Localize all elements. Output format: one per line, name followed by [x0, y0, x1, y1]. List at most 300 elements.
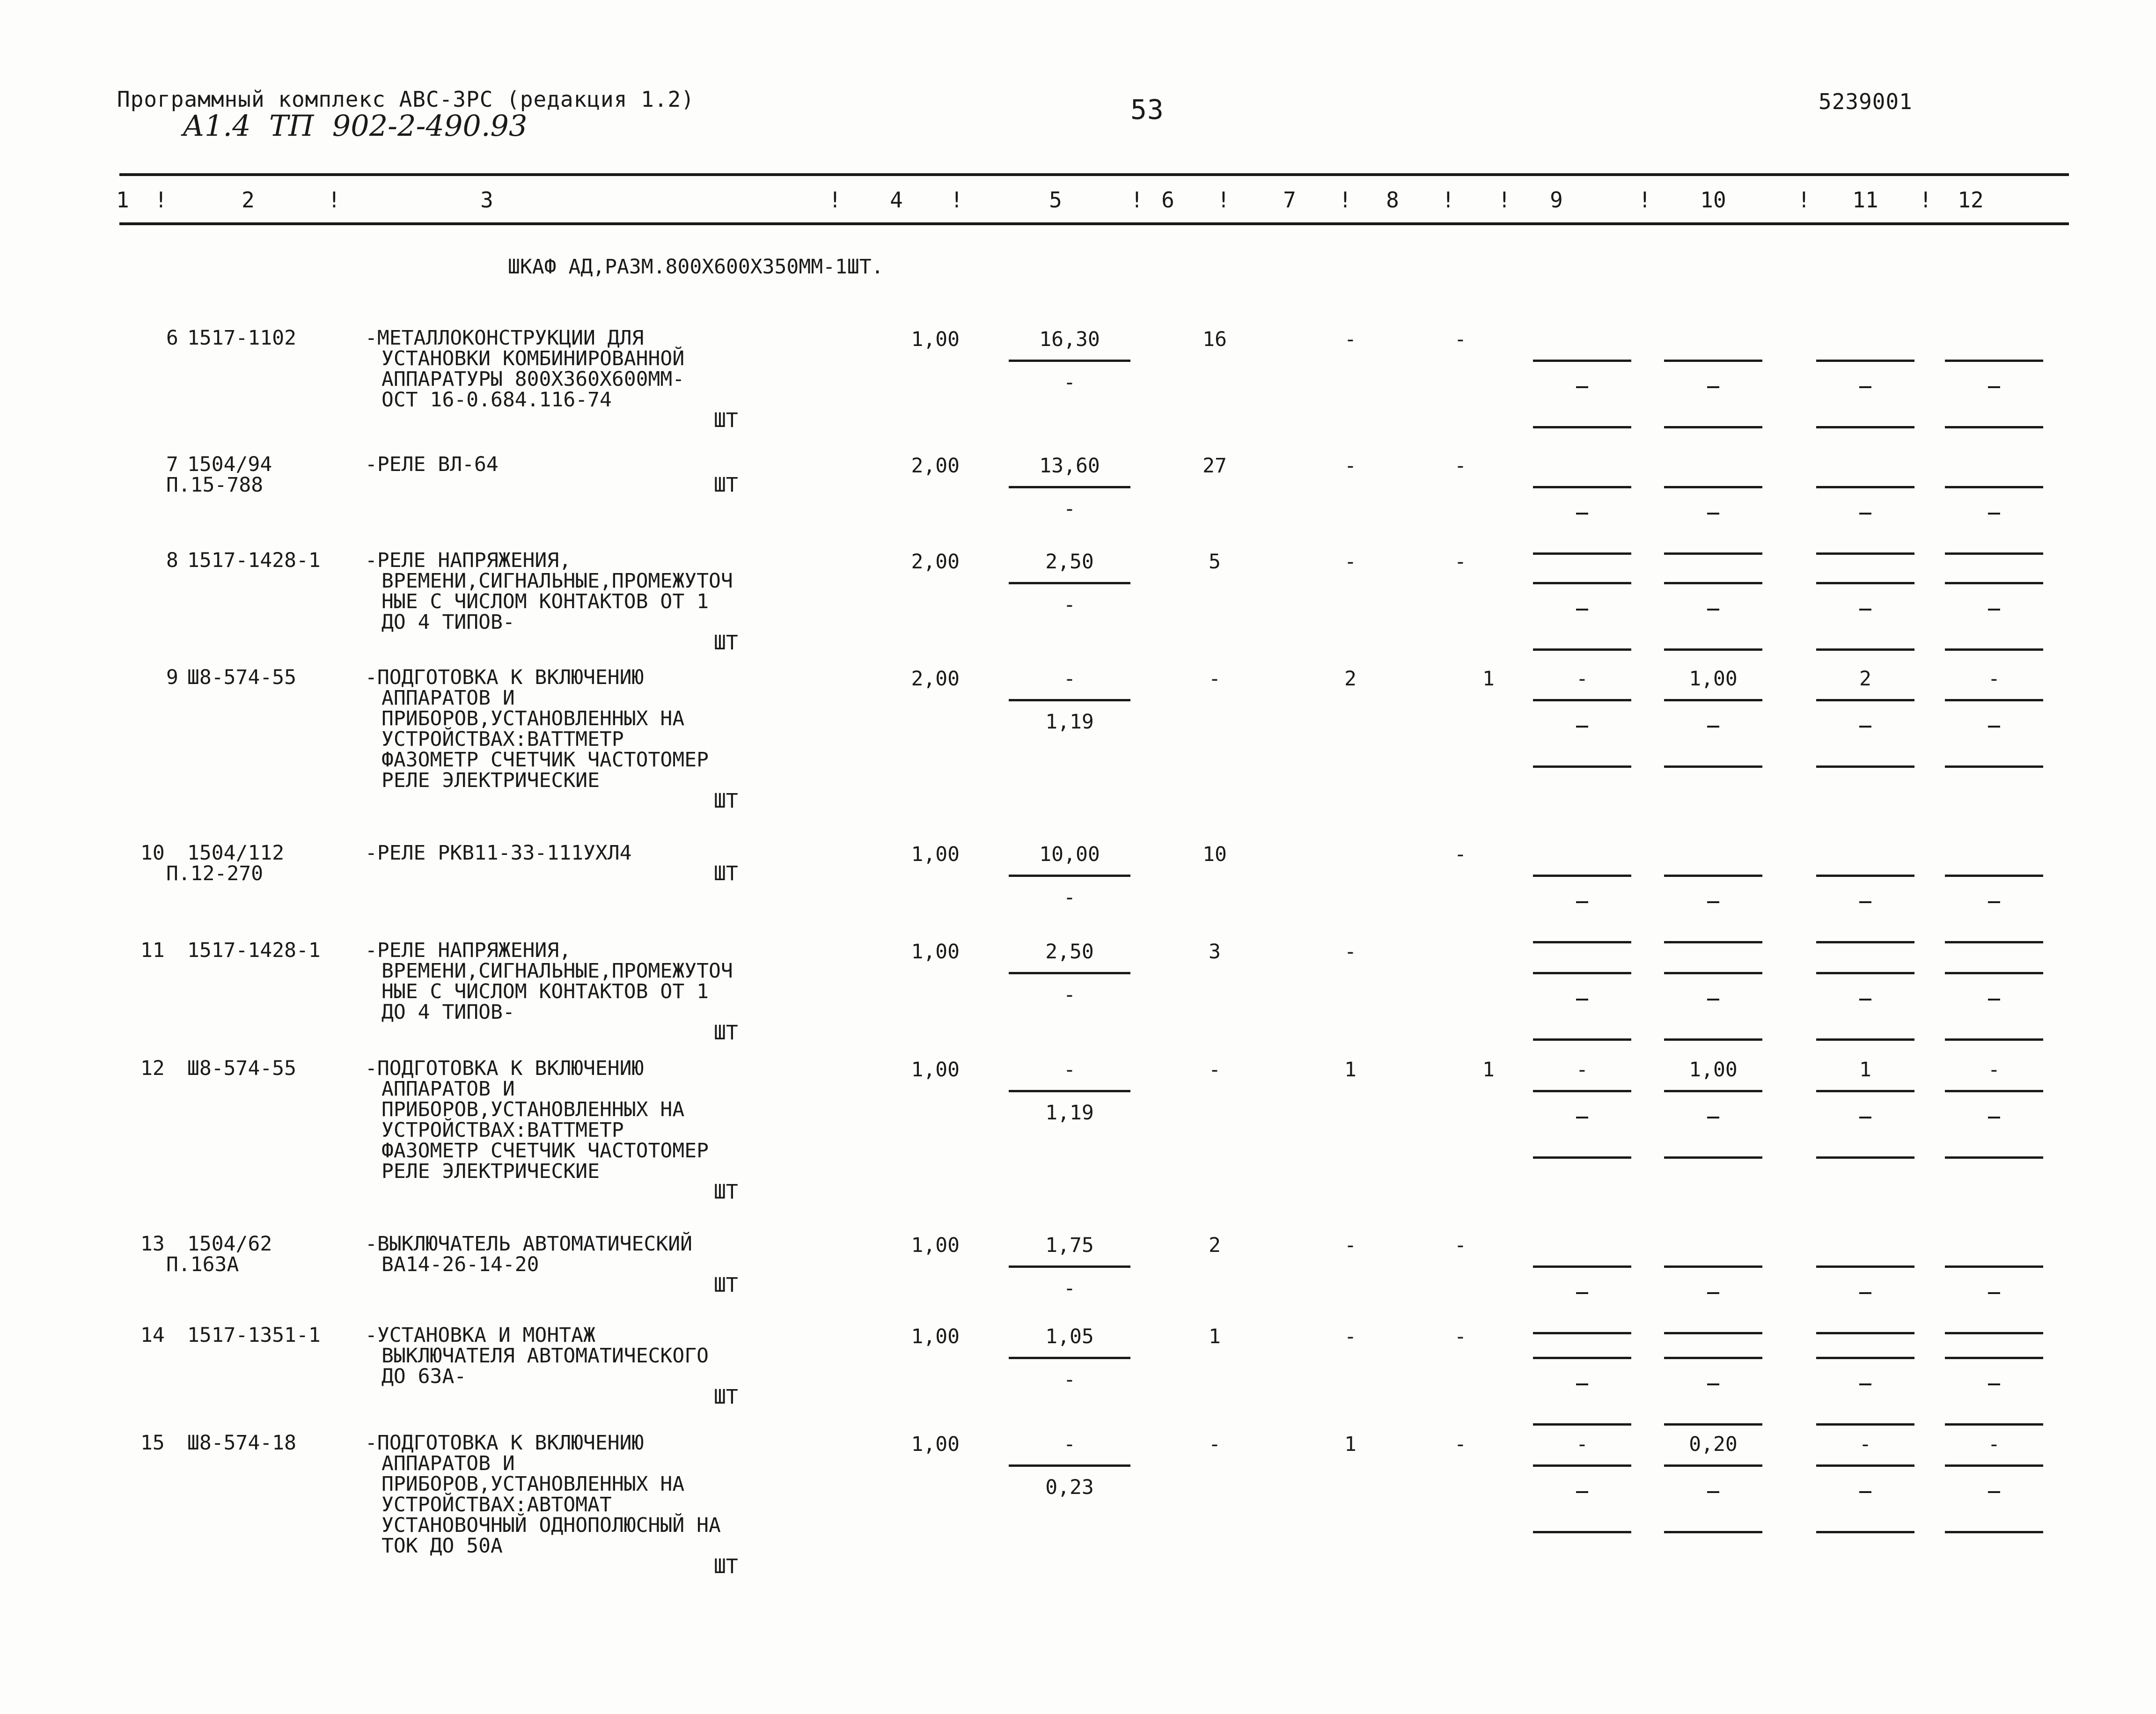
row-code-secondary: П.163А [166, 1253, 239, 1276]
row-code: Ш8-574-55 [187, 666, 296, 689]
subcell-divider [1945, 1423, 2043, 1426]
row-description-line: -ВЫКЛЮЧАТЕЛЬ АВТОМАТИЧЕСКИЙ [365, 1232, 692, 1256]
subcell-dash [1988, 1491, 2000, 1493]
subcell-divider [1533, 1357, 1631, 1359]
subcell-divider [1664, 552, 1762, 555]
row-description-line: ВРЕМЕНИ,СИГНАЛЬНЫЕ,ПРОМЕЖУТОЧ [381, 569, 733, 593]
subcell-dash [1859, 901, 1871, 903]
column-number-5: 5 [1049, 187, 1062, 213]
column-separator: ! [328, 187, 341, 213]
row-description-line: ОСТ 16-0.684.116-74 [381, 388, 612, 412]
row-quantity: 1,00 [911, 843, 960, 866]
row-c9: - [1576, 667, 1588, 691]
row-description-line: РЕЛЕ ЭЛЕКТРИЧЕСКИЕ [381, 1160, 600, 1183]
column-separator: ! [950, 187, 963, 213]
subcell-divider [1664, 1464, 1762, 1467]
row-quantity: 1,00 [911, 1234, 960, 1257]
row-c10: 1,00 [1689, 1058, 1738, 1081]
subcell-divider [1664, 1090, 1762, 1092]
row-description-line: ДО 4 ТИПОВ- [381, 1000, 515, 1024]
row-col6: - [1209, 1058, 1221, 1081]
subcell-divider [1945, 486, 2043, 488]
subcell-divider [1533, 1156, 1631, 1159]
subcell-divider [1664, 1531, 1762, 1533]
subcell-divider [1533, 1464, 1631, 1467]
row-number: 13 [140, 1232, 165, 1256]
subcell-divider [1816, 699, 1914, 701]
subcell-divider [1664, 360, 1762, 362]
subcell-dash [1576, 726, 1588, 728]
subcell-divider [1533, 360, 1631, 362]
row-code: 1504/62 [187, 1232, 272, 1256]
subcell-divider [1816, 582, 1914, 584]
row-unit: ШТ [714, 1385, 738, 1409]
row-c11: 1 [1859, 1058, 1871, 1081]
row-description-line: УСТРОЙСТВАХ:АВТОМАТ [381, 1493, 612, 1516]
subcell-divider [1945, 1038, 2043, 1041]
subcell-divider [1816, 972, 1914, 974]
subcell-dash [1707, 726, 1719, 728]
row-description-line: ФАЗОМЕТР СЧЕТЧИК ЧАСТОТОМЕР [381, 1139, 709, 1162]
subcell-dash [1576, 1491, 1588, 1493]
row-col5-top: 2,50 [1045, 550, 1094, 574]
subcell-divider [1533, 875, 1631, 877]
row-number: 10 [140, 841, 165, 865]
subcell-dash [1707, 1383, 1719, 1385]
subcell-divider [1664, 582, 1762, 584]
row-c12: - [1988, 1058, 2000, 1081]
subcell-divider [1816, 1038, 1914, 1041]
subcell-divider [1945, 426, 2043, 428]
subcell-dash [1707, 1491, 1719, 1493]
document-code: 5239001 [1819, 89, 1913, 114]
row-col8: - [1454, 843, 1467, 866]
subcell-dash [1859, 609, 1871, 611]
row-description-line: ПРИБОРОВ,УСТАНОВЛЕННЫХ НА [381, 1098, 685, 1121]
subcell-divider [1533, 1531, 1631, 1533]
row-col6: 10 [1203, 843, 1227, 866]
row-number: 8 [166, 549, 178, 572]
subcell-dash [1859, 513, 1871, 515]
row-description-line: РЕЛЕ ЭЛЕКТРИЧЕСКИЕ [381, 769, 600, 792]
row-col6: 27 [1203, 454, 1227, 478]
column-separator: ! [829, 187, 842, 213]
row-quantity: 2,00 [911, 667, 960, 691]
subcell-divider [1816, 1090, 1914, 1092]
row-col5-bottom: - [1063, 983, 1076, 1007]
row-col5-bottom: - [1063, 886, 1076, 909]
row-c10: 0,20 [1689, 1433, 1738, 1456]
row-col5-divider [1009, 875, 1130, 877]
row-col5-top: - [1063, 1058, 1076, 1081]
subcell-divider [1816, 1332, 1914, 1334]
row-col5-bottom: 1,19 [1045, 1101, 1094, 1125]
subcell-divider [1533, 1090, 1631, 1092]
row-code: 1504/94 [187, 453, 272, 476]
row-description-line: УСТАНОВКИ КОМБИНИРОВАННОЙ [381, 347, 685, 370]
column-separator: ! [1217, 187, 1230, 213]
subcell-dash [1988, 901, 2000, 903]
row-code: Ш8-574-55 [187, 1057, 296, 1080]
row-col5-top: 13,60 [1039, 454, 1100, 478]
row-quantity: 1,00 [911, 328, 960, 351]
row-col8: - [1454, 454, 1467, 478]
row-col8: 1 [1482, 667, 1495, 691]
row-col5-divider [1009, 360, 1130, 362]
subcell-divider [1945, 875, 2043, 877]
subcell-divider [1816, 1423, 1914, 1426]
row-code: 1517-1351-1 [187, 1324, 321, 1347]
subcell-divider [1945, 972, 2043, 974]
row-code: 1517-1102 [187, 326, 296, 350]
column-separator: ! [1442, 187, 1455, 213]
row-description-line: ВРЕМЕНИ,СИГНАЛЬНЫЕ,ПРОМЕЖУТОЧ [381, 959, 733, 983]
subcell-dash [1576, 1292, 1588, 1294]
subcell-divider [1816, 941, 1914, 943]
subcell-dash [1707, 513, 1719, 515]
subcell-dash [1576, 1117, 1588, 1118]
row-col5-divider [1009, 1265, 1130, 1268]
row-description-line: -ПОДГОТОВКА К ВКЛЮЧЕНИЮ [365, 1431, 644, 1455]
subcell-divider [1664, 1357, 1762, 1359]
column-number-10: 10 [1700, 187, 1726, 213]
subcell-dash [1707, 1117, 1719, 1118]
row-description-line: -РЕЛЕ ВЛ-64 [365, 453, 499, 476]
row-description-line: ВЫКЛЮЧАТЕЛЯ АВТОМАТИЧЕСКОГО [381, 1344, 709, 1368]
subcell-divider [1945, 1531, 2043, 1533]
column-number-3: 3 [480, 187, 493, 213]
subcell-dash [1859, 1383, 1871, 1385]
row-col6: 3 [1209, 940, 1221, 964]
subcell-divider [1664, 426, 1762, 428]
row-col6: 16 [1203, 328, 1227, 351]
subcell-dash [1859, 386, 1871, 388]
row-description-line: -РЕЛЕ НАПРЯЖЕНИЯ, [365, 939, 572, 962]
row-col8: - [1454, 1433, 1467, 1456]
column-separator: ! [1498, 187, 1511, 213]
subcell-divider [1533, 552, 1631, 555]
row-col7: - [1344, 550, 1357, 574]
header-bottom-rule [119, 222, 2069, 225]
row-unit: ШТ [714, 409, 738, 432]
subcell-divider [1945, 1357, 2043, 1359]
row-description-line: УСТРОЙСТВАХ:ВАТТМЕТР [381, 1118, 624, 1142]
row-col5-top: 1,05 [1045, 1325, 1094, 1348]
row-c11: - [1859, 1433, 1871, 1456]
subcell-dash [1988, 609, 2000, 611]
subcell-divider [1945, 1090, 2043, 1092]
row-quantity: 1,00 [911, 940, 960, 964]
row-number: 15 [140, 1431, 165, 1455]
subcell-divider [1945, 1265, 2043, 1268]
subcell-dash [1988, 1117, 2000, 1118]
subcell-divider [1945, 648, 2043, 651]
row-unit: ШТ [714, 473, 738, 497]
subcell-dash [1576, 901, 1588, 903]
row-unit: ШТ [714, 1180, 738, 1204]
subcell-divider [1533, 699, 1631, 701]
subcell-divider [1664, 648, 1762, 651]
row-description-line: ФАЗОМЕТР СЧЕТЧИК ЧАСТОТОМЕР [381, 748, 709, 772]
subcell-divider [1533, 941, 1631, 943]
subcell-dash [1859, 1117, 1871, 1118]
subcell-divider [1664, 699, 1762, 701]
subcell-divider [1533, 1038, 1631, 1041]
row-col7: 1 [1344, 1433, 1357, 1456]
subcell-divider [1533, 426, 1631, 428]
subcell-dash [1576, 999, 1588, 1000]
subcell-divider [1816, 765, 1914, 768]
row-col7: - [1344, 1325, 1357, 1348]
row-number: 7 [166, 453, 178, 476]
row-description-line: АППАРАТОВ И [381, 1452, 515, 1475]
subcell-divider [1533, 1423, 1631, 1426]
row-code: 1517-1428-1 [187, 939, 321, 962]
row-col8: - [1454, 1234, 1467, 1257]
subcell-divider [1533, 972, 1631, 974]
subcell-divider [1945, 1464, 2043, 1467]
row-description-line: ДО 4 ТИПОВ- [381, 611, 515, 634]
row-description-line: АППАРАТОВ И [381, 686, 515, 710]
subcell-divider [1945, 360, 2043, 362]
subcell-dash [1707, 609, 1719, 611]
row-quantity: 1,00 [911, 1058, 960, 1081]
column-number-4: 4 [890, 187, 903, 213]
row-col6: - [1209, 667, 1221, 691]
subcell-dash [1859, 1292, 1871, 1294]
row-number: 6 [166, 326, 178, 350]
subcell-divider [1533, 582, 1631, 584]
row-col7: - [1344, 1234, 1357, 1257]
column-separator: ! [1919, 187, 1932, 213]
row-col8: - [1454, 550, 1467, 574]
subcell-dash [1707, 386, 1719, 388]
row-unit: ШТ [714, 1273, 738, 1297]
subcell-divider [1816, 1156, 1914, 1159]
row-c12: - [1988, 1433, 2000, 1456]
row-description-line: ДО 63А- [381, 1365, 467, 1388]
subcell-dash [1576, 1383, 1588, 1385]
column-number-11: 11 [1852, 187, 1878, 213]
subcell-divider [1816, 552, 1914, 555]
column-number-1: 1 [116, 187, 129, 213]
handwritten-project-code: А1.4 ТП 902-2-490.93 [183, 109, 528, 143]
subcell-divider [1816, 1464, 1914, 1467]
subcell-dash [1988, 1292, 2000, 1294]
subcell-divider [1664, 765, 1762, 768]
row-quantity: 1,00 [911, 1325, 960, 1348]
row-col5-bottom: - [1063, 371, 1076, 394]
subcell-divider [1664, 1423, 1762, 1426]
row-description-line: ПРИБОРОВ,УСТАНОВЛЕННЫХ НА [381, 1472, 685, 1496]
row-col5-top: 10,00 [1039, 843, 1100, 866]
row-col7: 1 [1344, 1058, 1357, 1081]
row-code-secondary: П.12-270 [166, 862, 264, 885]
subcell-divider [1664, 1332, 1762, 1334]
subcell-dash [1576, 513, 1588, 515]
row-quantity: 1,00 [911, 1433, 960, 1456]
subcell-divider [1816, 486, 1914, 488]
row-quantity: 2,00 [911, 454, 960, 478]
column-number-2: 2 [242, 187, 255, 213]
row-col5-bottom: - [1063, 497, 1076, 521]
subcell-dash [1576, 386, 1588, 388]
row-col6: - [1209, 1433, 1221, 1456]
row-col8: - [1454, 328, 1467, 351]
subcell-divider [1945, 552, 2043, 555]
row-col6: 1 [1209, 1325, 1221, 1348]
row-col5-top: 1,75 [1045, 1234, 1094, 1257]
row-description-line: -ПОДГОТОВКА К ВКЛЮЧЕНИЮ [365, 666, 644, 689]
subcell-divider [1816, 1265, 1914, 1268]
subcell-divider [1664, 972, 1762, 974]
row-col5-divider [1009, 582, 1130, 584]
subcell-dash [1707, 999, 1719, 1000]
subcell-dash [1859, 1491, 1871, 1493]
row-col8: - [1454, 1325, 1467, 1348]
row-number: 9 [166, 666, 178, 689]
row-description-line: НЫЕ С ЧИСЛОМ КОНТАКТОВ ОТ 1 [381, 590, 709, 613]
subcell-divider [1664, 1038, 1762, 1041]
page-number: 53 [1130, 94, 1164, 125]
row-description-line: -РЕЛЕ РКВ11-33-111УХЛ4 [365, 841, 632, 865]
row-col5-bottom: 1,19 [1045, 710, 1094, 734]
column-separator: ! [1339, 187, 1352, 213]
subcell-divider [1945, 1156, 2043, 1159]
subcell-divider [1533, 1265, 1631, 1268]
subcell-divider [1533, 486, 1631, 488]
row-unit: ШТ [714, 631, 738, 655]
row-description-line: АППАРАТУРЫ 800Х360Х600ММ- [381, 368, 685, 391]
column-number-12: 12 [1958, 187, 1984, 213]
row-c12: - [1988, 667, 2000, 691]
subcell-dash [1576, 609, 1588, 611]
subcell-dash [1988, 726, 2000, 728]
row-col5-divider [1009, 1464, 1130, 1467]
row-code-secondary: П.15-788 [166, 473, 264, 497]
column-number-7: 7 [1283, 187, 1296, 213]
subcell-divider [1664, 1265, 1762, 1268]
subcell-divider [1945, 1332, 2043, 1334]
subcell-divider [1664, 486, 1762, 488]
row-c9: - [1576, 1433, 1588, 1456]
row-col5-bottom: 0,23 [1045, 1476, 1094, 1499]
subcell-dash [1859, 726, 1871, 728]
row-c9: - [1576, 1058, 1588, 1081]
subcell-dash [1988, 1383, 2000, 1385]
subcell-dash [1859, 999, 1871, 1000]
subcell-divider [1664, 1156, 1762, 1159]
row-col6: 5 [1209, 550, 1221, 574]
row-description-line: УСТРОЙСТВАХ:ВАТТМЕТР [381, 728, 624, 751]
subcell-divider [1816, 875, 1914, 877]
program-name: Программный комплекс АВС-ЗРС (редакция 1.2) [117, 87, 695, 112]
row-description-line: ВА14-26-14-20 [381, 1253, 539, 1276]
row-col6: 2 [1209, 1234, 1221, 1257]
row-col8: 1 [1482, 1058, 1495, 1081]
column-number-8: 8 [1386, 187, 1399, 213]
row-col7: - [1344, 328, 1357, 351]
subcell-dash [1988, 999, 2000, 1000]
row-c11: 2 [1859, 667, 1871, 691]
column-number-6: 6 [1161, 187, 1174, 213]
row-col5-divider [1009, 486, 1130, 488]
subcell-divider [1816, 360, 1914, 362]
subcell-divider [1664, 941, 1762, 943]
row-col5-divider [1009, 1357, 1130, 1359]
row-unit: ШТ [714, 1021, 738, 1045]
subcell-divider [1816, 1357, 1914, 1359]
subcell-dash [1988, 513, 2000, 515]
subcell-dash [1707, 1292, 1719, 1294]
subcell-divider [1664, 875, 1762, 877]
row-description-line: УСТАНОВОЧНЫЙ ОДНОПОЛЮСНЫЙ НА [381, 1514, 721, 1537]
row-c10: 1,00 [1689, 667, 1738, 691]
column-separator: ! [1638, 187, 1651, 213]
column-separator: ! [154, 187, 168, 213]
subcell-divider [1816, 648, 1914, 651]
column-separator: ! [1130, 187, 1144, 213]
row-code: 1504/112 [187, 841, 285, 865]
row-description-line: НЫЕ С ЧИСЛОМ КОНТАКТОВ ОТ 1 [381, 980, 709, 1003]
subcell-divider [1533, 765, 1631, 768]
row-code: 1517-1428-1 [187, 549, 321, 572]
subcell-divider [1945, 582, 2043, 584]
row-col5-top: - [1063, 667, 1076, 691]
row-col5-bottom: - [1063, 1277, 1076, 1300]
row-col5-bottom: - [1063, 593, 1076, 617]
subcell-divider [1533, 1332, 1631, 1334]
row-col5-top: 2,50 [1045, 940, 1094, 964]
header-top-rule [119, 173, 2069, 176]
subcell-divider [1945, 765, 2043, 768]
row-description-line: ТОК ДО 50А [381, 1534, 503, 1558]
row-col7: - [1344, 940, 1357, 964]
row-description-line: ПРИБОРОВ,УСТАНОВЛЕННЫХ НА [381, 707, 685, 730]
row-number: 14 [140, 1324, 165, 1347]
row-number: 11 [140, 939, 165, 962]
column-separator: ! [1797, 187, 1811, 213]
row-col5-top: 16,30 [1039, 328, 1100, 351]
row-unit: ШТ [714, 862, 738, 885]
row-col7: 2 [1344, 667, 1357, 691]
row-description-line: -ПОДГОТОВКА К ВКЛЮЧЕНИЮ [365, 1057, 644, 1080]
section-title: ШКАФ АД,РАЗМ.800Х600Х350ММ-1ШТ. [508, 255, 884, 279]
subcell-divider [1816, 1531, 1914, 1533]
row-quantity: 2,00 [911, 550, 960, 574]
row-col5-divider [1009, 699, 1130, 701]
subcell-divider [1816, 426, 1914, 428]
row-col5-divider [1009, 972, 1130, 974]
row-description-line: -МЕТАЛЛОКОНСТРУКЦИИ ДЛЯ [365, 326, 644, 350]
subcell-divider [1945, 941, 2043, 943]
row-description-line: -УСТАНОВКА И МОНТАЖ [365, 1324, 595, 1347]
row-number: 12 [140, 1057, 165, 1080]
row-col7: - [1344, 454, 1357, 478]
subcell-dash [1707, 901, 1719, 903]
row-description-line: АППАРАТОВ И [381, 1077, 515, 1101]
row-unit: ШТ [714, 1555, 738, 1578]
row-unit: ШТ [714, 789, 738, 813]
row-col5-top: - [1063, 1433, 1076, 1456]
row-col5-bottom: - [1063, 1368, 1076, 1391]
subcell-divider [1533, 648, 1631, 651]
column-number-9: 9 [1550, 187, 1563, 213]
row-col5-divider [1009, 1090, 1130, 1092]
row-code: Ш8-574-18 [187, 1431, 296, 1455]
subcell-divider [1945, 699, 2043, 701]
subcell-dash [1988, 386, 2000, 388]
